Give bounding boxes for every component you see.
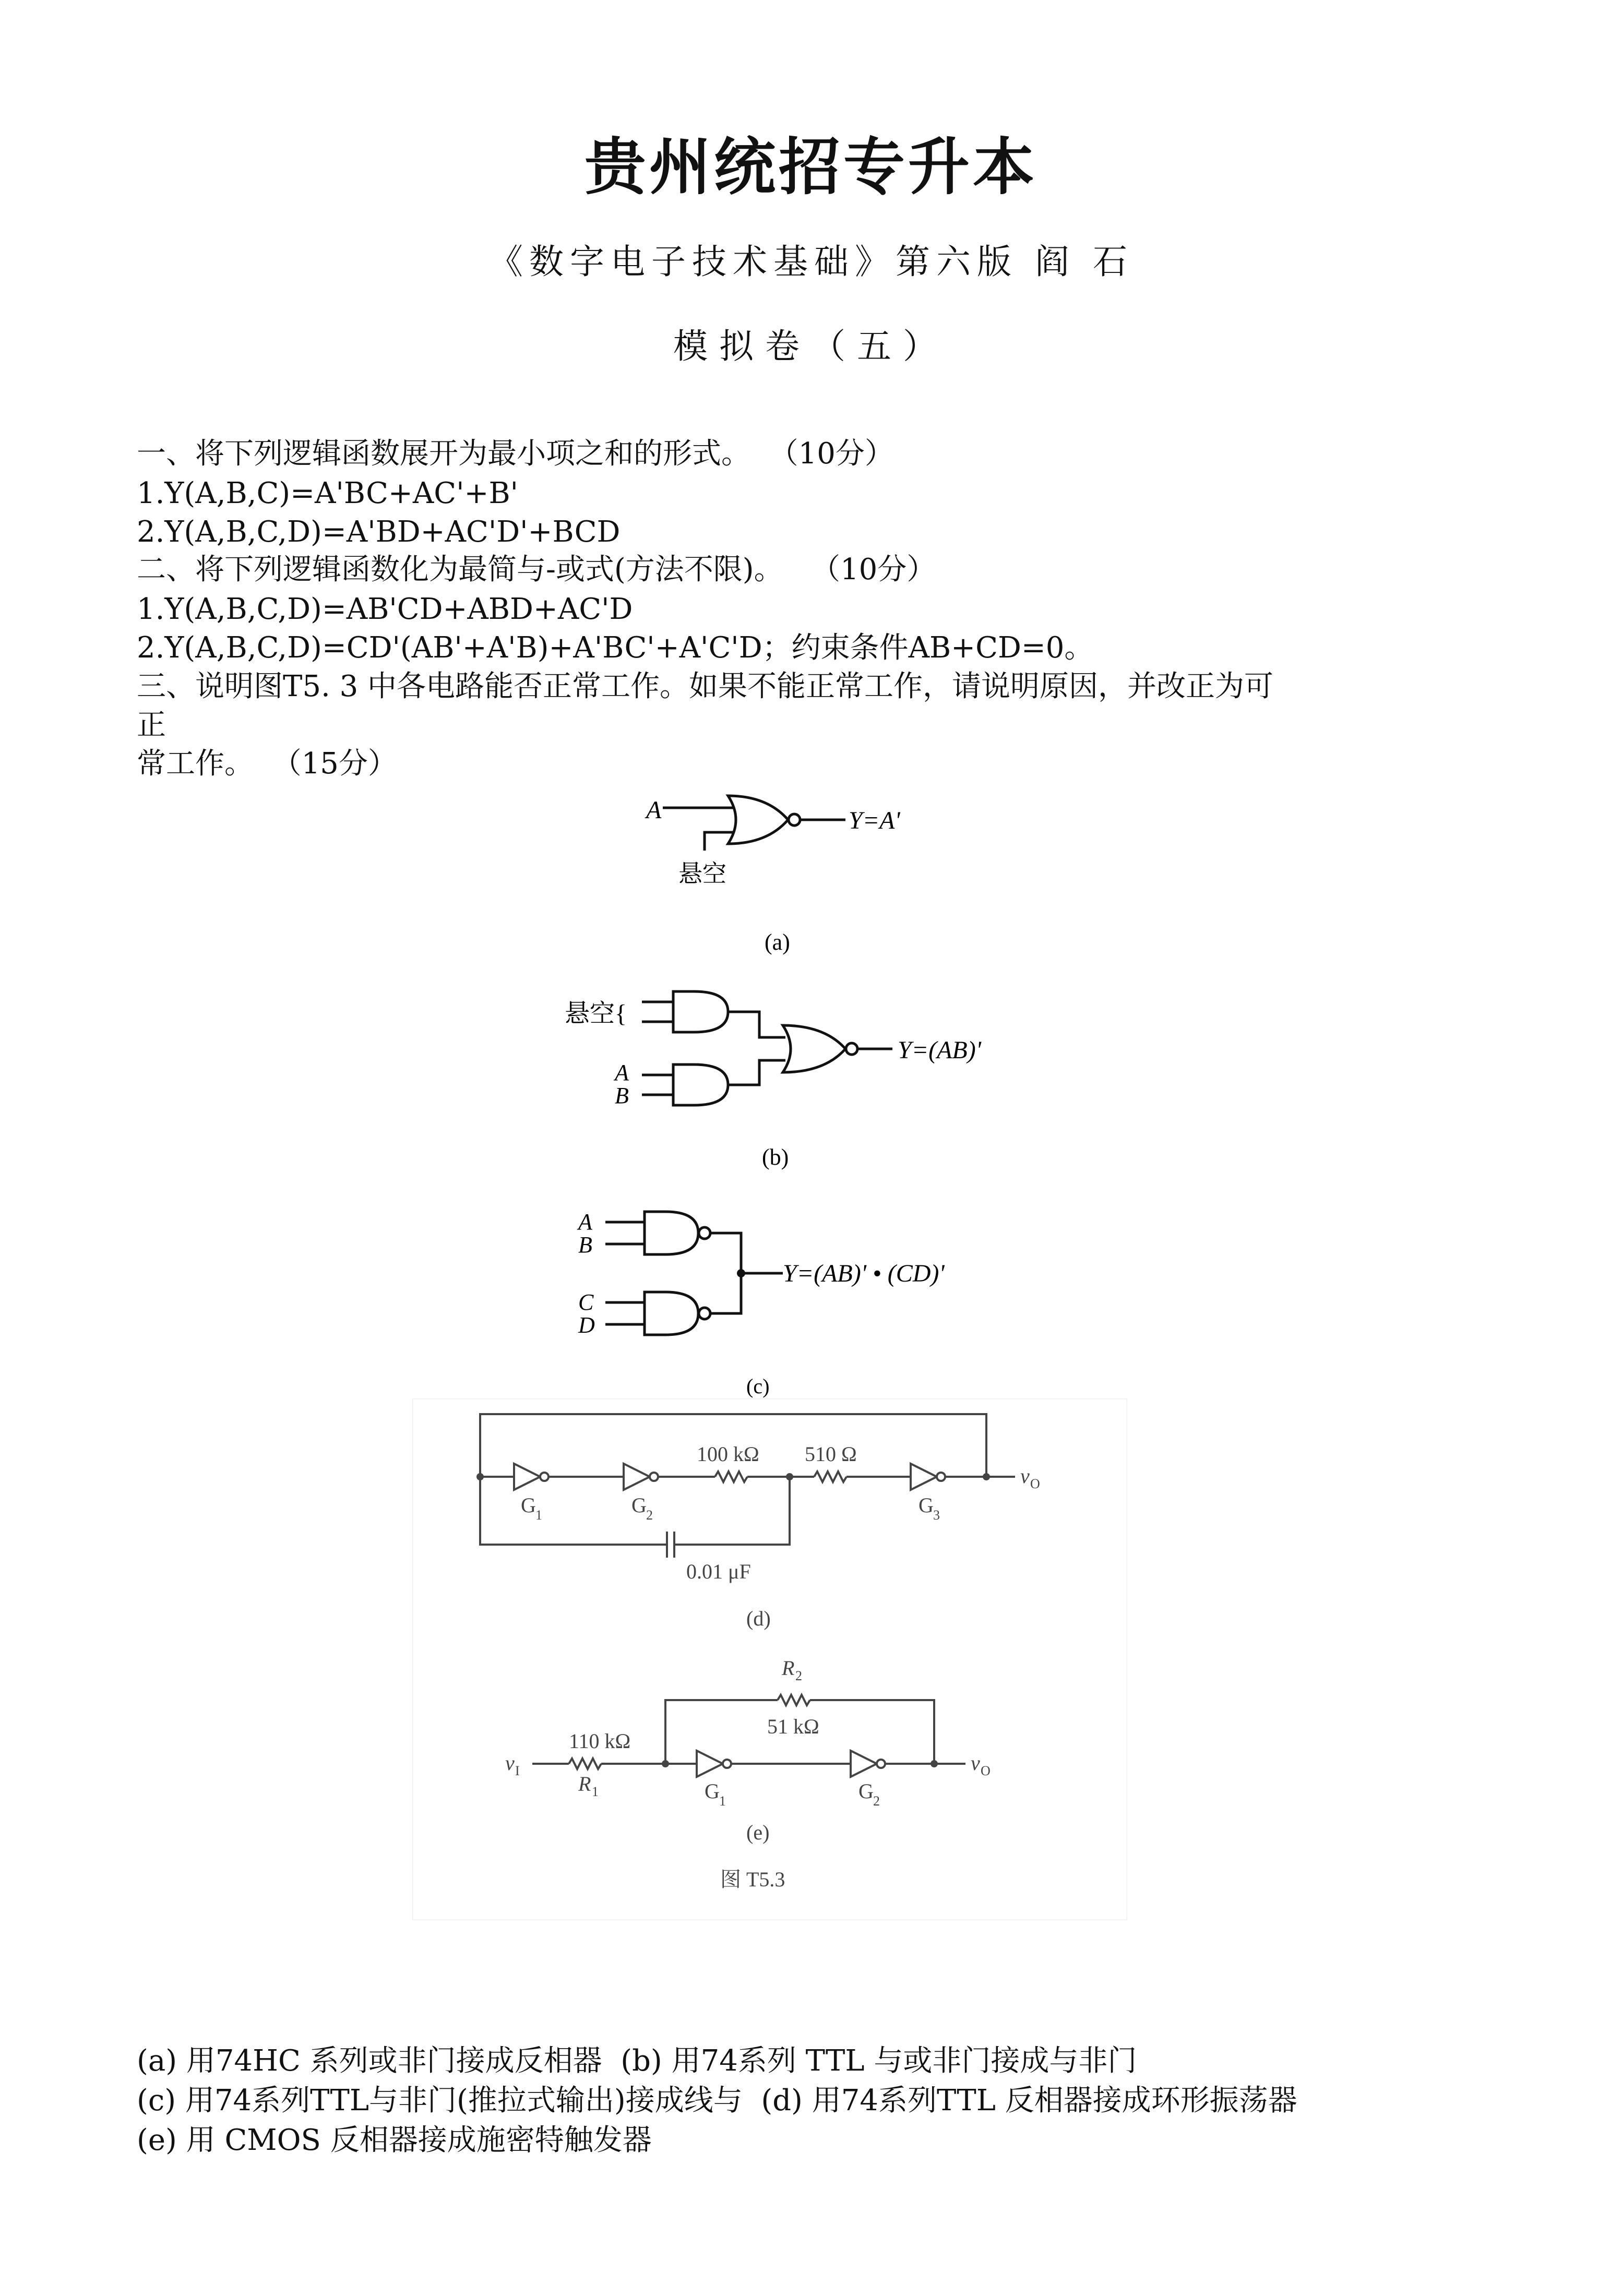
- fig-d-r1-value: 100 kΩ: [697, 1442, 759, 1466]
- fig-a-input-a: A: [646, 796, 662, 824]
- fig-e-input-label: v: [505, 1751, 515, 1775]
- figure-label: 图 T5.3: [720, 1868, 785, 1891]
- fig-b-input-b: B: [615, 1083, 629, 1108]
- fig-a-float-label: 悬空: [678, 860, 726, 887]
- nor-gate-b: [783, 1025, 845, 1072]
- fig-d-output-sub: O: [1030, 1476, 1040, 1491]
- q2-heading: 二、将下列逻辑函数化为最简与-或式(方法不限)。 （10分）: [137, 553, 936, 587]
- footer-line-1: (a) 用74HC 系列或非门接成反相器 (b) 用74系列 TTL 与或非门接成与非门: [137, 2044, 1137, 2078]
- fig-e-r2-value: 51 kΩ: [767, 1715, 819, 1738]
- fig-a-output: Y=A': [849, 807, 900, 834]
- fig-c-output: Y=(AB)' • (CD)': [783, 1260, 945, 1287]
- fig-c-input-b: B: [578, 1232, 592, 1258]
- fig-e-caption: (e): [746, 1821, 770, 1844]
- fig-b-output: Y=(AB)': [898, 1036, 981, 1064]
- fig-d-caption: (d): [746, 1607, 771, 1630]
- fig-d-g1-sub: 1: [535, 1508, 542, 1523]
- fig-d-output-label: v: [1020, 1464, 1030, 1488]
- fig-e-g1-sub: 1: [719, 1793, 726, 1809]
- book-subtitle: 《数字电子技术基础》第六版 阎 石: [488, 242, 1134, 282]
- q1-heading: 一、将下列逻辑函数展开为最小项之和的形式。 （10分）: [137, 437, 894, 471]
- fig-d-capacitor-value: 0.01 μF: [686, 1560, 751, 1583]
- q2-item-1: 1.Y(A,B,C,D)=AB'CD+ABD+AC'D: [137, 592, 633, 626]
- fig-e-g2-label: G: [858, 1779, 874, 1803]
- fig-e-r1-name: R: [578, 1772, 591, 1796]
- fig-d-g1-label: G: [521, 1493, 536, 1517]
- paper-title: 模拟卷（五）: [673, 326, 949, 366]
- and-gate-b-bottom: [673, 1065, 728, 1105]
- fig-a-caption: (a): [765, 929, 790, 955]
- fig-e-r1-sub: 1: [592, 1784, 599, 1799]
- fig-e-g2-sub: 2: [873, 1793, 880, 1809]
- fig-d-g2-sub: 2: [646, 1508, 653, 1523]
- fig-e-g1-label: G: [705, 1779, 720, 1803]
- fig-c-input-c: C: [578, 1289, 594, 1315]
- footer-line-2: (c) 用74系列TTL与非门(推拉式输出)接成线与 (d) 用74系列TTL 反相器接成环形振荡器: [137, 2084, 1297, 2118]
- fig-c-input-a: A: [578, 1209, 592, 1235]
- q3-heading-line-2: 正: [137, 708, 166, 742]
- q2-item-2: 2.Y(A,B,C,D)=CD'(AB'+A'B)+A'BC'+A'C'D；约束条件AB+CD=0。: [137, 631, 1094, 665]
- nor-gate-a: [728, 796, 788, 844]
- fig-e-r2-sub: 2: [795, 1668, 802, 1683]
- fig-d-g2-label: G: [631, 1493, 647, 1517]
- figure-b: [553, 981, 1023, 1174]
- fig-e-output-sub: O: [981, 1763, 991, 1778]
- figure-de-panel: [412, 1398, 1127, 1920]
- fig-e-r1-value: 110 kΩ: [569, 1729, 631, 1753]
- fig-b-input-a: A: [615, 1060, 629, 1085]
- q3-heading-line-1: 三、说明图T5. 3 中各电路能否正常工作。如果不能正常工作，请说明原因，并改正为可: [137, 669, 1274, 703]
- fig-b-caption: (b): [762, 1144, 789, 1170]
- page-title: 贵州统招专升本: [584, 131, 1037, 203]
- fig-b-float-label: 悬空{: [565, 1000, 627, 1027]
- nand-gate-c-top: [645, 1212, 698, 1254]
- figure-c: [574, 1200, 1033, 1398]
- fig-d-g3-label: G: [919, 1493, 934, 1517]
- q3-heading-line-3: 常工作。 （15分）: [137, 747, 397, 781]
- footer-line-3: (e) 用 CMOS 反相器接成施密特触发器: [137, 2123, 652, 2157]
- nand-gate-c-bottom: [645, 1292, 698, 1335]
- q1-item-2: 2.Y(A,B,C,D)=A'BD+AC'D'+BCD: [137, 515, 621, 549]
- fig-c-caption: (c): [746, 1374, 770, 1398]
- fig-e-output-label: v: [971, 1751, 980, 1775]
- figure-a: [616, 772, 981, 960]
- q1-item-1: 1.Y(A,B,C)=A'BC+AC'+B': [137, 476, 519, 510]
- fig-c-input-d: D: [578, 1312, 595, 1338]
- fig-d-g3-sub: 3: [933, 1508, 940, 1523]
- fig-d-r2-value: 510 Ω: [805, 1442, 857, 1466]
- fig-e-input-sub: I: [515, 1763, 520, 1778]
- and-gate-b-top: [673, 991, 728, 1032]
- fig-e-r2-name: R: [782, 1656, 795, 1680]
